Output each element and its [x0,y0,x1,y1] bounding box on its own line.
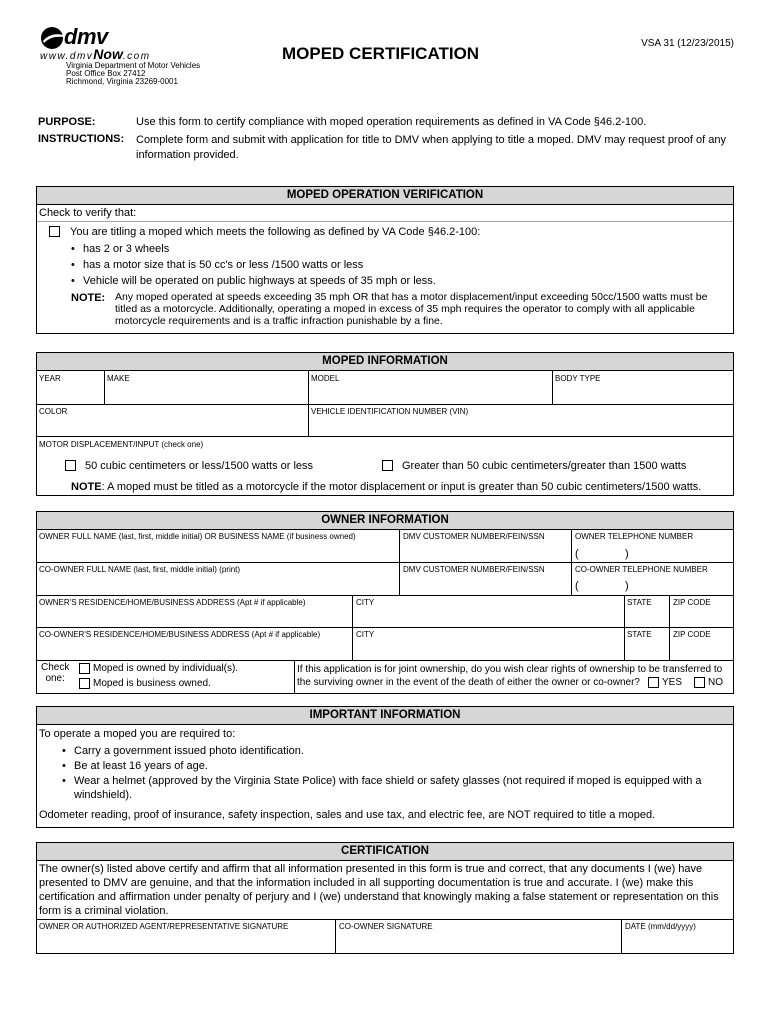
list-item: • Vehicle will be operated on public highways at speeds of 35 mph or less. [83,274,436,288]
list-item: • has 2 or 3 wheels [83,242,169,256]
color-label: COLOR [39,407,68,416]
note-text: Any moped operated at speeds exceeding 35 mph OR that has a motor displacement/input exceeding 50cc/1500 watts must be titled as a motorcycle. Additionally, operating a moped in excess of 35 mph requires the operator to comply with all applicable motorcycle requirements and is a traffic infraction punishable by a fine. [115,291,708,327]
owner-phone-close: ) [625,548,629,560]
survivorship-no-checkbox[interactable] [694,677,705,688]
coowner-name-label: CO-OWNER FULL NAME (last, first, middle initial) (print) [39,565,241,574]
owner-phone-label: OWNER TELEPHONE NUMBER [575,532,694,541]
motorcycle-note: NOTE: A moped must be titled as a motorcycle if the motor displacement or input is greater than 50 cubic centimeters/1500 watts. [71,481,702,493]
instructions-text: Complete form and submit with application for title to DMV when applying to title a moped. DMV may request proof of any information provided. [136,134,727,161]
owner-address-label: OWNER'S RESIDENCE/HOME/BUSINESS ADDRESS (Apt # if applicable) [39,598,306,607]
make-label: MAKE [107,374,130,383]
owner-info-section [36,511,734,694]
odometer-note: Odometer reading, proof of insurance, safety inspection, sales and use tax, and electric fee, are NOT required to title a moped. [39,809,656,821]
owner-customer-no-label: DMV CUSTOMER NUMBER/FEIN/SSN [403,532,545,541]
coowner-phone-label: CO-OWNER TELEPHONE NUMBER [575,565,708,574]
owned-individual-checkbox[interactable] [79,663,90,674]
form-id: VSA 31 (12/23/2015) [641,38,734,49]
list-item: • has a motor size that is 50 cc's or less /1500 watts or less [83,258,363,272]
verification-heading: MOPED OPERATION VERIFICATION [37,187,733,205]
coowner-address-label: CO-OWNER'S RESIDENCE/HOME/BUSINESS ADDRESS (Apt # if applicable) [39,630,321,639]
coowner-phone-open: ( [575,580,579,592]
displacement-small-checkbox[interactable] [65,460,76,471]
certification-text: The owner(s) listed above certify and affirm that all information presented in this form is true and correct, that any documents I (we) have presented to DMV are genuine, and that the information included in all supporting documentation is true and accurate. I (we) make this certification and affirmation under penalty of perjury and I (we) understand that knowingly making a false statement or representation on this form is a criminal violation. [39,863,719,917]
certification-heading: CERTIFICATION [37,843,733,861]
model-label: MODEL [311,374,340,383]
purpose-label: PURPOSE: [38,116,96,128]
moped-definition-checkbox[interactable] [49,226,60,237]
coowner-phone-close: ) [625,580,629,592]
logo-url: www.dmvNow.com [40,46,151,62]
coowner-city-label: CITY [356,630,375,639]
important-intro: To operate a moped you are required to: [39,728,236,740]
body-type-label: BODY TYPE [555,374,601,383]
vin-label: VEHICLE IDENTIFICATION NUMBER (VIN) [311,407,469,416]
coowner-zip-label: ZIP CODE [673,630,711,639]
moped-info-heading: MOPED INFORMATION [37,353,733,371]
displacement-label: MOTOR DISPLACEMENT/INPUT (check one) [39,440,204,449]
moped-info-section [36,352,734,496]
dmv-logo-icon [40,26,64,50]
page-title: MOPED CERTIFICATION [282,44,480,63]
certification-section [36,842,734,954]
owner-name-label: OWNER FULL NAME (last, first, middle initial) OR BUSINESS NAME (if business owned) [39,532,356,541]
survivorship-no-label: NO [708,677,723,688]
list-item: • Be at least 16 years of age. [74,759,208,773]
date-label: DATE (mm/dd/yyyy) [625,922,696,931]
survivorship-yes-label: YES [662,677,683,688]
verification-section [36,186,734,334]
instructions-label: INSTRUCTIONS: [38,133,125,145]
survivorship-yes-checkbox[interactable] [648,677,659,688]
displacement-small-label: 50 cubic centimeters or less/1500 watts or less [85,460,314,472]
owner-phone-open: ( [575,548,579,560]
list-item: • Wear a helmet (approved by the Virginia State Police) with face shield or safety glasses (not required if moped is equipped with a windshield). [74,774,724,802]
year-label: YEAR [39,374,61,383]
owned-individual-label: Moped is owned by individual(s). [93,663,239,674]
displacement-large-checkbox[interactable] [382,460,393,471]
joint-ownership-question: If this application is for joint ownership, do you wish clear rights of ownership to be transferred to the surviving owner in the event of the death of either the owner or co-owner? [297,664,723,688]
coowner-signature-label: CO-OWNER SIGNATURE [339,922,433,931]
important-info-section [36,706,734,828]
logo-text: dmv [64,24,108,49]
check-to-verify-label: Check to verify that: [39,207,137,219]
moped-definition-label: You are titling a moped which meets the following as defined by VA Code §46.2-100: [70,226,481,238]
owner-city-label: CITY [356,598,375,607]
displacement-large-label: Greater than 50 cubic centimeters/greater than 1500 watts [402,460,687,472]
owner-info-heading: OWNER INFORMATION [37,512,733,530]
important-info-heading: IMPORTANT INFORMATION [37,707,733,725]
list-item: • Carry a government issued photo identification. [74,744,304,758]
owner-signature-label: OWNER OR AUTHORIZED AGENT/REPRESENTATIVE SIGNATURE [39,922,289,931]
owned-business-checkbox[interactable] [79,678,90,689]
owner-state-label: STATE [627,598,652,607]
coowner-state-label: STATE [627,630,652,639]
check-one-label: Check one: [41,662,70,684]
owner-zip-label: ZIP CODE [673,598,711,607]
purpose-text: Use this form to certify compliance with moped operation requirements as defined in VA Code §46.2-100. [136,116,647,128]
agency-address: Virginia Department of Motor Vehicles Post Office Box 27412 Richmond, Virginia 23269-0001 [66,61,201,86]
coowner-customer-no-label: DMV CUSTOMER NUMBER/FEIN/SSN [403,565,545,574]
owned-business-label: Moped is business owned. [93,678,211,689]
note-label: NOTE: [71,292,106,304]
